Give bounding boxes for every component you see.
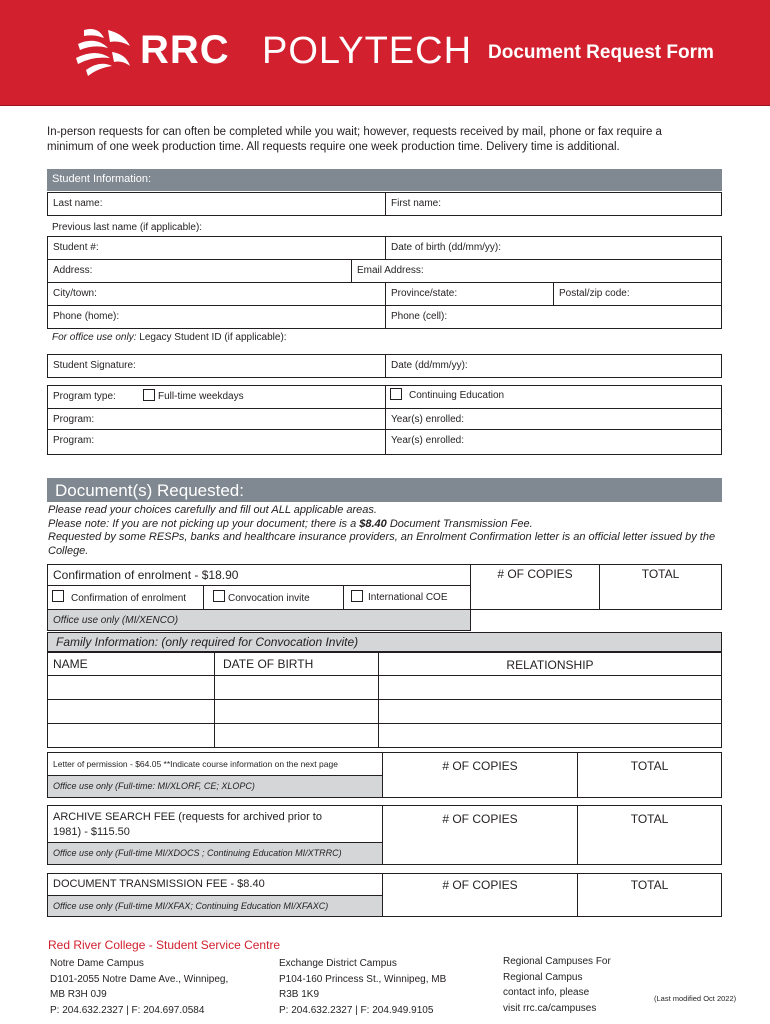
office-letter-label: Office use only (Full-time: MI/XLORF, CE; XLOPC)	[53, 781, 255, 791]
family-col-relationship	[378, 652, 722, 676]
years-field-2[interactable]	[385, 429, 722, 455]
convocation-option-label: Convocation invite	[228, 593, 310, 604]
letter-total-field[interactable]	[577, 752, 722, 798]
office-archive	[47, 842, 383, 865]
family-dob-1[interactable]	[214, 675, 379, 700]
program-type-label: Program type:	[53, 391, 116, 402]
regional-campuses	[503, 954, 611, 1016]
note-2-prefix: Please note: If you are not picking up your document; there is a	[48, 517, 360, 530]
total-header-2: TOTAL	[630, 759, 669, 773]
last-name-label: Last name:	[53, 198, 103, 209]
total-header-4: TOTAL	[630, 878, 669, 892]
confirmation-checkbox[interactable]	[52, 590, 64, 602]
letter-permission-row	[47, 752, 383, 776]
program-field-1[interactable]	[47, 408, 386, 430]
years-field-1[interactable]	[385, 408, 722, 430]
city-label: City/town:	[53, 288, 97, 299]
phone-home-field[interactable]	[47, 305, 386, 329]
family-name-1[interactable]	[47, 675, 215, 700]
dob-label: Date of birth (dd/mm/yy):	[391, 242, 502, 253]
office-only-rest: Legacy Student ID (if applicable):	[136, 332, 287, 343]
city-field[interactable]	[47, 282, 386, 306]
program-field-2[interactable]	[47, 429, 386, 455]
copies-header-1: # OF COPIES	[497, 567, 573, 581]
transmission-copies-field[interactable]	[382, 873, 578, 917]
archive-row	[47, 805, 383, 843]
document-notes	[48, 504, 718, 558]
email-field[interactable]	[351, 259, 722, 283]
notre-dame-campus	[50, 956, 228, 1018]
brand-rrc: RRC	[140, 28, 230, 72]
office-archive-label: Office use only (Full-time MI/XDOCS ; Continuing Education MI/XTRRC)	[53, 848, 342, 858]
office-transmission-label: Office use only (Full-time MI/XFAX; Continuing Education MI/XFAXC)	[53, 901, 329, 911]
continuing-ed-label: Continuing Education	[409, 390, 505, 401]
date-field[interactable]	[385, 354, 722, 378]
dob-field[interactable]	[385, 236, 722, 260]
letter-copies-field[interactable]	[382, 752, 578, 798]
brand-polytech: POLYTECH	[262, 30, 473, 72]
letter-permission-label: Letter of permission - $64.05 **Indicate course information on the next page	[53, 759, 338, 769]
signature-field[interactable]	[47, 354, 386, 378]
regional-line: Regional Campus	[503, 971, 583, 983]
family-name-2[interactable]	[47, 699, 215, 724]
office-transmission	[47, 895, 383, 917]
footer-title: Red River College - Student Service Centre	[48, 938, 281, 952]
family-dob-2[interactable]	[214, 699, 379, 724]
province-field[interactable]	[385, 282, 554, 306]
family-col-dob	[214, 652, 379, 676]
phone-home-label: Phone (home):	[53, 311, 120, 322]
total-header-3: TOTAL	[630, 812, 669, 826]
address-field[interactable]	[47, 259, 352, 283]
notre-dame-line: P: 204.632.2327 | F: 204.697.0584	[50, 1004, 205, 1016]
options-divider-2	[343, 586, 344, 609]
exchange-line: P104-160 Princess St., Winnipeg, MB	[279, 973, 447, 985]
international-checkbox[interactable]	[351, 590, 363, 602]
archive-copies-field[interactable]	[382, 805, 578, 865]
transmission-total-field[interactable]	[577, 873, 722, 917]
note-line-3: Requested by some RESPs, banks and healthcare insurance providers, an Enrolment Confirmation letter is an official letter issued by the College.	[48, 531, 716, 557]
archive-total-field[interactable]	[577, 805, 722, 865]
copies-header-2: # OF COPIES	[442, 759, 518, 773]
previous-last-name-label: Previous last name (if applicable):	[52, 222, 203, 233]
years-label-2: Year(s) enrolled:	[391, 435, 465, 446]
last-name-field[interactable]	[47, 192, 386, 216]
family-relationship-2[interactable]	[378, 699, 722, 724]
confirmation-copies-field[interactable]	[470, 564, 600, 610]
confirmation-option-label: Confirmation of enrolment	[71, 593, 187, 604]
fulltime-checkbox[interactable]	[143, 389, 155, 401]
first-name-field[interactable]	[385, 192, 722, 216]
form-title: Document Request Form	[488, 42, 714, 63]
notre-dame-line: D101-2055 Notre Dame Ave., Winnipeg,	[50, 973, 229, 985]
copies-header-4: # OF COPIES	[442, 878, 518, 892]
col-name-label: NAME	[53, 657, 88, 671]
documents-header: Document(s) Requested:	[47, 478, 722, 502]
office-xenco	[47, 609, 471, 631]
col-dob-label: DATE OF BIRTH	[223, 657, 314, 671]
confirmation-total-field[interactable]	[599, 564, 722, 610]
family-relationship-1[interactable]	[378, 675, 722, 700]
province-label: Province/state:	[391, 288, 458, 299]
fulltime-label: Full-time weekdays	[158, 391, 244, 402]
postal-field[interactable]	[553, 282, 722, 306]
transmission-row	[47, 873, 383, 896]
intro-text: In-person requests for can often be completed while you wait; however, requests received by mail, phone or fax require a minimum of one week production time. All requests require one week production time. Delivery time is additional.	[47, 126, 662, 153]
family-relationship-3[interactable]	[378, 723, 722, 748]
exchange-line: Exchange District Campus	[279, 958, 397, 969]
notre-dame-line: MB R3H 0J9	[50, 989, 107, 1000]
signature-label: Student Signature:	[53, 360, 136, 371]
convocation-checkbox[interactable]	[213, 590, 225, 602]
phone-cell-label: Phone (cell):	[391, 311, 448, 322]
family-name-3[interactable]	[47, 723, 215, 748]
exchange-line: P: 204.632.2327 | F: 204.949.9105	[279, 1004, 434, 1016]
international-option-label: International COE	[368, 592, 448, 603]
note-2-suffix: Document Transmission Fee.	[386, 517, 533, 530]
regional-link[interactable]: visit rrc.ca/campuses	[503, 1002, 597, 1014]
note-line-1: Please read your choices carefully and fill out ALL applicable areas.	[48, 504, 377, 516]
office-xenco-label: Office use only (MI/XENCO)	[53, 615, 179, 626]
note-line-2	[48, 518, 718, 532]
total-header-1: TOTAL	[641, 567, 680, 581]
col-relationship-label: RELATIONSHIP	[506, 658, 594, 672]
first-name-label: First name:	[391, 198, 442, 209]
options-divider-1	[203, 586, 204, 609]
email-label: Email Address:	[357, 265, 424, 276]
legacy-id-label	[52, 332, 287, 343]
date-label: Date (dd/mm/yy):	[391, 360, 468, 371]
continuing-ed-checkbox[interactable]	[390, 388, 402, 400]
postal-label: Postal/zip code:	[559, 288, 630, 299]
student-number-label: Student #:	[53, 242, 99, 253]
student-number-field[interactable]	[47, 236, 386, 260]
family-col-name	[47, 652, 215, 676]
office-only-italic: For office use only:	[52, 332, 137, 343]
years-label-1: Year(s) enrolled:	[391, 414, 465, 425]
family-info-header	[47, 632, 722, 652]
address-label: Address:	[53, 265, 93, 276]
last-modified: (Last modified Oct 2022)	[654, 994, 737, 1003]
program-label-2: Program:	[53, 435, 95, 446]
header-banner	[0, 0, 770, 106]
exchange-district-campus	[279, 956, 446, 1018]
family-info-title: Family Information: (only required for Convocation Invite)	[56, 635, 359, 649]
rrc-logo-mark-icon	[74, 24, 132, 80]
exchange-line: R3B 1K9	[279, 989, 320, 1000]
notre-dame-line: Notre Dame Campus	[50, 958, 144, 969]
note-2-fee: $8.40	[359, 517, 387, 530]
copies-header-3: # OF COPIES	[442, 812, 518, 826]
office-letter	[47, 775, 383, 798]
student-info-header: Student Information:	[47, 169, 722, 191]
regional-line: Regional Campuses For	[503, 956, 611, 967]
phone-cell-field[interactable]	[385, 305, 722, 329]
transmission-label: DOCUMENT TRANSMISSION FEE - $8.40	[53, 878, 265, 890]
confirmation-row	[47, 564, 471, 586]
family-dob-3[interactable]	[214, 723, 379, 748]
archive-label: ARCHIVE SEARCH FEE (requests for archived prior to 1981) - $115.50	[53, 811, 322, 838]
regional-line: contact info, please	[503, 987, 590, 998]
confirmation-label: Confirmation of enrolment - $18.90	[53, 568, 239, 582]
program-label-1: Program:	[53, 414, 95, 425]
